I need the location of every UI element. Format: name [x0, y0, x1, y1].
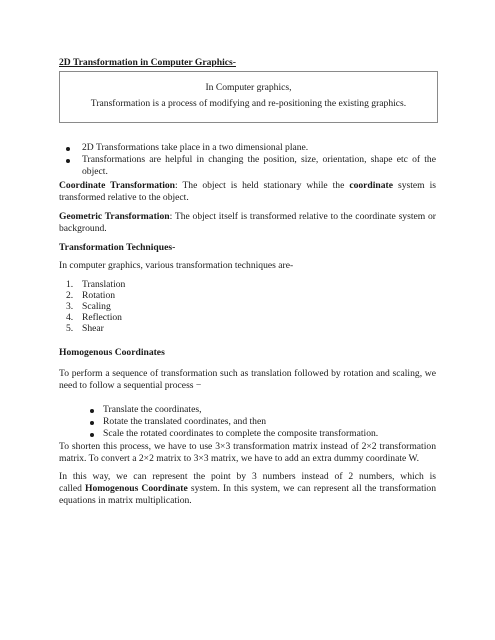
list-item: Transformations are helpful in changing the position, size, orientation, shape etc of the — [82, 154, 436, 165]
list-item: Translate the coordinates, — [103, 404, 202, 415]
homogenous-paragraph-1-line-2: need to follow a sequential process − — [59, 380, 202, 391]
keyword: coordinate — [349, 180, 394, 191]
geometric-transformation-line-2: background. — [59, 223, 107, 234]
techniques-heading: Transformation Techniques- — [59, 242, 176, 253]
bullet-icon — [90, 421, 94, 425]
text: system is — [393, 180, 436, 191]
list-item: Scale the rotated coordinates to complete the composite transformation. — [103, 428, 379, 439]
coordinate-transformation-label: Coordinate Transformation — [59, 180, 175, 191]
coordinate-transformation-line-2: transformed relative to the object. — [59, 192, 189, 203]
homogenous-heading: Homogenous Coordinates — [59, 347, 165, 358]
geometric-transformation-label: Geometric Transformation — [59, 211, 170, 222]
list-number: 1. — [66, 279, 74, 290]
box-line-2: Transformation is a process of modifying and re-positioning the existing graphics. — [90, 98, 407, 109]
homogenous-paragraph-2-line-2: matrix. To convert a 2×2 matrix to 3×3 matrix, we have to add an extra dummy coordinate W. — [59, 453, 420, 464]
definition-box — [59, 71, 438, 123]
page-title: 2D Transformation in Computer Graphics- — [59, 57, 236, 68]
list-item-continuation: object. — [82, 166, 108, 177]
list-number: 4. — [66, 312, 74, 323]
keyword: Homogenous Coordinate — [85, 483, 188, 494]
techniques-intro: In computer graphics, various transformation techniques are- — [59, 260, 294, 271]
bullet-icon — [66, 159, 70, 163]
homogenous-paragraph-2-line-1: To shorten this process, we have to use 3×3 transformation matrix instead of 2×2 transformation — [59, 441, 436, 452]
text: : The object itself is transformed relative to the coordinate system or — [169, 211, 436, 222]
text: : The object is held stationary while the — [175, 180, 350, 191]
text: system. In this system, we can represent all the transformation — [187, 483, 436, 494]
list-item: Reflection — [82, 312, 122, 323]
list-item: Shear — [82, 323, 104, 334]
text: called — [59, 483, 85, 494]
list-item: Scaling — [82, 301, 111, 312]
coordinate-transformation-line — [59, 180, 436, 192]
homogenous-paragraph-3-line-1: In this way, we can represent the point by 3 numbers instead of 2 numbers, which is — [59, 471, 436, 482]
list-item: Rotate the translated coordinates, and then — [103, 416, 267, 427]
list-item: Translation — [82, 279, 126, 290]
homogenous-paragraph-1-line-1: To perform a sequence of transformation such as translation followed by rotation and scaling, we — [59, 368, 436, 379]
homogenous-paragraph-3-line-3: equations in matrix multiplication. — [59, 495, 192, 506]
bullet-icon — [66, 147, 70, 151]
list-number: 2. — [66, 290, 74, 301]
geometric-transformation-line — [59, 211, 436, 223]
bullet-icon — [90, 433, 94, 437]
homogenous-paragraph-3-line-2 — [59, 483, 436, 495]
list-item: 2D Transformations take place in a two dimensional plane. — [82, 142, 309, 153]
list-number: 3. — [66, 301, 74, 312]
bullet-icon — [90, 409, 94, 413]
list-item: Rotation — [82, 290, 116, 301]
box-line-1: In Computer graphics, — [205, 82, 292, 93]
list-number: 5. — [66, 323, 74, 334]
